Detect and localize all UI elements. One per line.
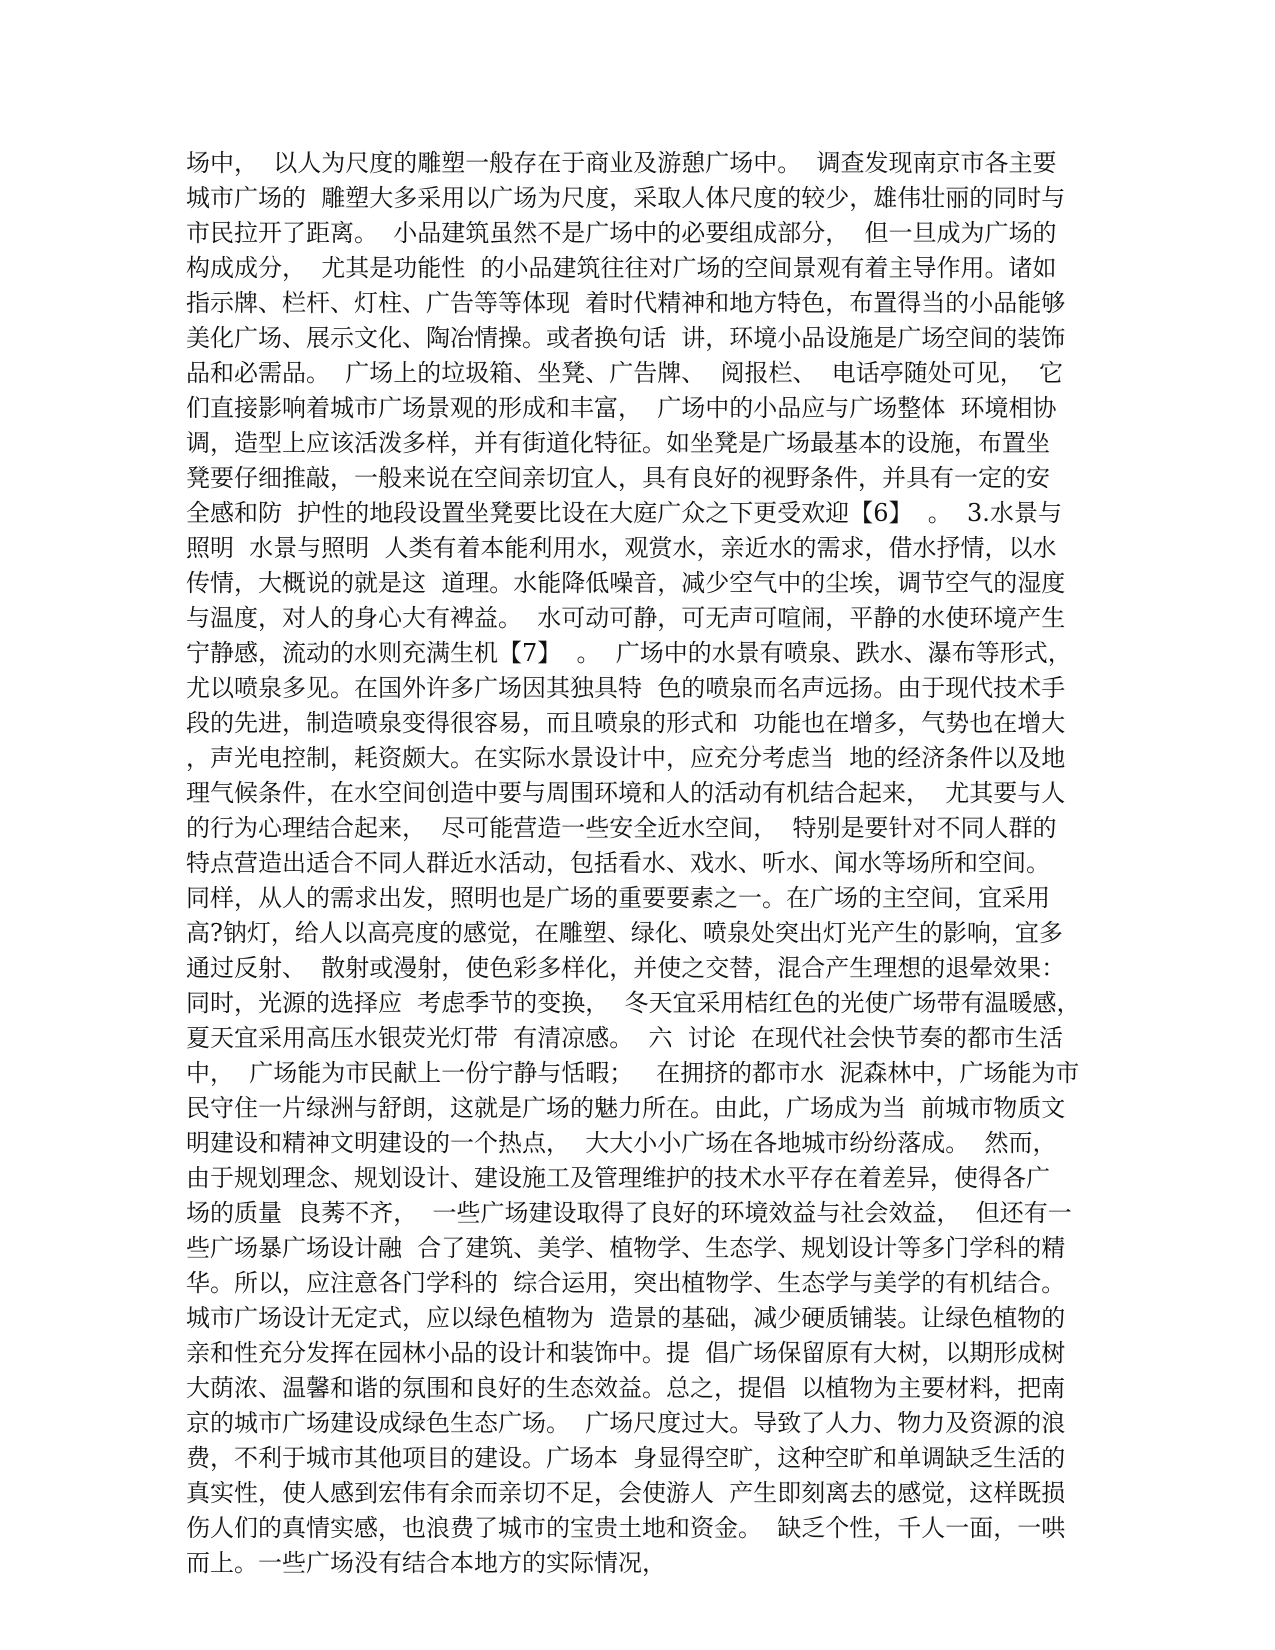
text-line: 市民拉开了距离。 小品建筑虽然不是广场中的必要组成部分， 但一旦成为广场的 — [186, 219, 1057, 247]
text-line: 理气候条件，在水空间创造中要与周围环境和人的活动有机结合起来， 尤其要与人 — [186, 779, 1066, 807]
text-line: 美化广场、展示文化、陶冶情操。或者换句话 讲，环境小品设施是广场空间的装饰 — [186, 324, 1066, 352]
text-line: 们直接影响着城市广场景观的形成和丰富， 广场中的小品应与广场整体 环境相协 — [186, 394, 1057, 422]
text-line: 的行为心理结合起来， 尽可能营造一些安全近水空间， 特别是要针对不同人群的 — [186, 814, 1057, 842]
text-line: 费，不利于城市其他项目的建设。广场本 身显得空旷，这种空旷和单调缺乏生活的 — [186, 1444, 1066, 1472]
text-line: 调，造型上应该活泼多样，并有街道化特征。如坐凳是广场最基本的设施，布置坐 — [186, 429, 1050, 457]
text-line: 城市广场设计无定式，应以绿色植物为 造景的基础，减少硬质铺装。让绿色植物的 — [186, 1304, 1066, 1332]
text-line: 与温度，对人的身心大有裨益。 水可动可静，可无声可喧闹，平静的水使环境产生 — [186, 604, 1066, 632]
text-line: 明建设和精神文明建设的一个热点， 大大小小广场在各地城市纷纷落成。 然而， — [186, 1129, 1057, 1157]
text-line: 通过反射、 散射或漫射，使色彩多样化，并使之交替，混合产生理想的退晕效果： — [186, 954, 1066, 982]
text-line: 品和必需品。 广场上的垃圾箱、坐凳、广告牌、 阅报栏、 电话亭随处可见， 它 — [186, 359, 1064, 387]
text-line: 同时，光源的选择应 考虑季节的变换， 冬天宜采用桔红色的光使广场带有温暖感， — [186, 989, 1081, 1017]
text-line: 亲和性充分发挥在园林小品的设计和装饰中。提 倡广场保留原有大树，以期形成树 — [186, 1339, 1066, 1367]
body-text — [186, 146, 1086, 1581]
text-line: 构成成分， 尤其是功能性 的小品建筑往往对广场的空间景观有着主导作用。诸如 — [186, 254, 1057, 282]
text-line: 而上。一些广场没有结合本地方的实际情况， — [186, 1549, 666, 1577]
text-line: ，声光电控制，耗资颇大。在实际水景设计中，应充分考虑当 地的经济条件以及地 — [186, 744, 1066, 772]
text-line: 些广场暴广场设计融 合了建筑、美学、植物学、生态学、规划设计等多门学科的精 — [186, 1234, 1066, 1262]
text-line: 指示牌、栏杆、灯柱、广告等等体现 着时代精神和地方特色，布置得当的小品能够 — [186, 289, 1066, 317]
text-line: 宁静感，流动的水则充满生机【7】 。 广场中的水景有喷泉、跌水、瀑布等形式， — [186, 639, 1072, 667]
text-line: 特点营造出适合不同人群近水活动，包括看水、戏水、听水、闻水等场所和空间。 — [186, 849, 1050, 877]
text-line: 大荫浓、温馨和谐的氛围和良好的生态效益。总之，提倡 以植物为主要材料，把南 — [186, 1374, 1066, 1402]
text-line: 高?钠灯，给人以高亮度的感觉，在雕塑、绿化、喷泉处突出灯光产生的影响，宜多 — [186, 919, 1063, 947]
text-line: 尤以喷泉多见。在国外许多广场因其独具特 色的喷泉而名声远扬。由于现代技术手 — [186, 674, 1066, 702]
text-line: 照明 水景与照明 人类有着本能利用水，观赏水，亲近水的需求，借水抒情，以水 — [186, 534, 1057, 562]
text-line: 真实性，使人感到宏伟有余而亲切不足，会使游人 产生即刻离去的感觉，这样既损 — [186, 1479, 1066, 1507]
text-line: 全感和防 护性的地段设置坐凳要比设在大庭广众之下更受欢迎【6】 。 3.水景与 — [186, 499, 1062, 527]
text-line: 由于规划理念、规划设计、建设施工及管理维护的技术水平存在着差异，使得各广 — [186, 1164, 1050, 1192]
text-line: 中， 广场能为市民献上一份宁静与恬暇； 在拥挤的都市水 泥森林中，广场能为市 — [186, 1059, 1080, 1087]
text-line: 夏天宜采用高压水银荧光灯带 有清凉感。 六 讨论 在现代社会快节奏的都市生活 — [186, 1024, 1064, 1052]
text-line: 伤人们的真情实感，也浪费了城市的宝贵土地和资金。 缺乏个性，千人一面，一哄 — [186, 1514, 1066, 1542]
text-line: 同样，从人的需求出发，照明也是广场的重要要素之一。在广场的主空间，宜采用 — [186, 884, 1050, 912]
text-line: 场中， 以人为尺度的雕塑一般存在于商业及游憩广场中。 调查发现南京市各主要 — [186, 149, 1057, 177]
text-line: 华。所以，应注意各门学科的 综合运用，突出植物学、生态学与美学的有机结合。 — [186, 1269, 1066, 1297]
text-line: 京的城市广场建设成绿色生态广场。 广场尺度过大。导致了人力、物力及资源的浪 — [186, 1409, 1066, 1437]
text-line: 场的质量 良莠不齐， 一些广场建设取得了良好的环境效益与社会效益， 但还有一 — [186, 1199, 1072, 1227]
text-line: 民守住一片绿洲与舒朗，这就是广场的魅力所在。由此，广场成为当 前城市物质文 — [186, 1094, 1066, 1122]
text-line: 传情，大概说的就是这 道理。水能降低噪音，减少空气中的尘埃，调节空气的湿度 — [186, 569, 1066, 597]
text-line: 段的先进，制造喷泉变得很容易，而且喷泉的形式和 功能也在增多，气势也在增大 — [186, 709, 1066, 737]
text-line: 城市广场的 雕塑大多采用以广场为尺度，采取人体尺度的较少，雄伟壮丽的同时与 — [186, 184, 1066, 212]
text-line: 凳要仔细推敲，一般来说在空间亲切宜人，具有良好的视野条件，并具有一定的安 — [186, 464, 1050, 492]
